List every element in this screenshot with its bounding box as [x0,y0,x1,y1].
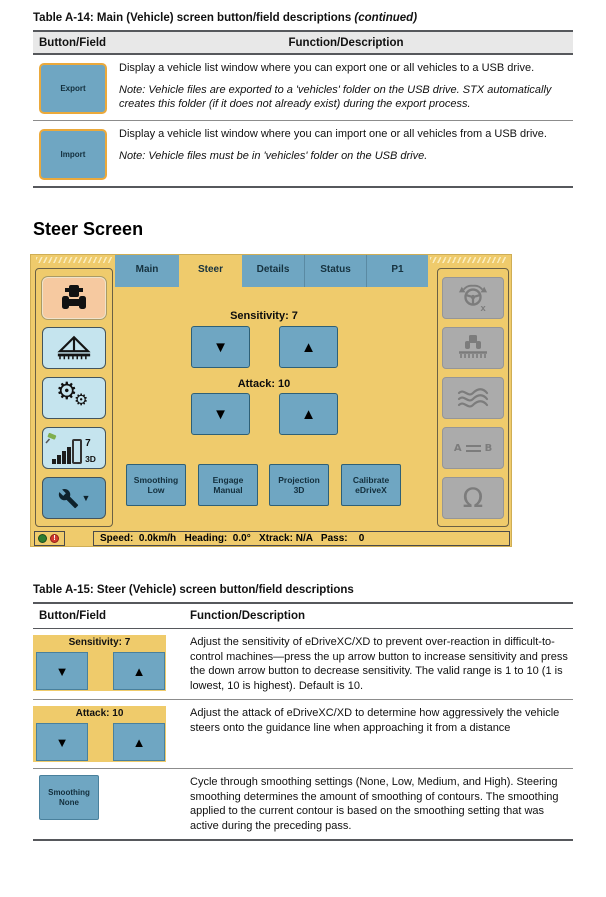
down-arrow-icon: ▼ [213,338,228,356]
steering-wheel-x-icon [454,283,492,313]
settings-button[interactable] [42,377,106,419]
sensitivity-down-button[interactable] [191,326,250,368]
tools-menu-button[interactable] [42,477,106,519]
sensitivity-widget-label: Sensitivity: 7 [68,637,131,648]
projection-button-label: Projection [278,475,320,485]
gear-icon: ⚙ [74,390,89,409]
table-a15-row1-button-cell [33,635,190,693]
tab-steer[interactable]: Steer [197,264,223,275]
hatch-pattern-left [36,257,112,263]
table-a15-header-button-field: Button/Field [39,610,107,622]
gps-fix-mode: 3D [85,453,96,464]
gps-status-button[interactable] [42,427,106,469]
contour-mode-button[interactable] [442,377,504,419]
svg-text:x: x [480,303,486,313]
table-a14-caption [33,12,573,24]
engage-button[interactable] [198,464,258,506]
smoothing-button-value: Low [147,485,165,495]
smoothing-button[interactable] [126,464,186,506]
implement-button[interactable] [42,327,106,369]
smoothing-button-label: Smoothing [133,475,179,485]
smoothing-button[interactable] [39,775,99,820]
smoothing-description: Cycle through smoothing settings (None, Low, Medium, and High). Steering smoothing determines the amount of smoothing of contours. The smoothing applied to the current contour is based on the smoothing setting that was active during the preceding pass. [190,776,559,832]
export-button[interactable] [39,63,107,114]
up-arrow-icon: ▲ [301,338,316,356]
import-button[interactable] [39,129,107,180]
down-arrow-icon: ▼ [55,734,69,750]
table-a15-row1-description-cell [190,635,573,693]
satellite-icon [44,431,57,449]
table-a15-header-row [33,602,573,629]
status-bar [93,531,510,546]
tab-main[interactable]: Main [115,255,179,287]
table-a14-header-button-field: Button/Field [39,36,107,49]
table-a15-header-function-description: Function/Description [190,610,305,622]
steering-disengage-button[interactable] [442,277,504,319]
status-indicators [34,531,65,546]
calibrate-button-label: Calibrate [352,475,390,485]
contour-waves-icon [454,385,492,411]
attack-widget-label: Attack: 10 [75,708,124,719]
table-a14-row2-button-cell [33,127,119,180]
table-row [33,769,573,841]
smoothing-button-value: None [59,797,79,807]
left-sidebar [35,268,113,527]
section-heading: Steer Screen [33,219,144,239]
sensitivity-down-button[interactable] [36,652,88,690]
export-button-label: Export [60,84,86,93]
sensitivity-up-button[interactable] [113,652,165,690]
implement-status-button[interactable] [442,327,504,369]
table-a15-row3-button-cell [33,775,190,833]
table-a14 [33,30,573,188]
implement-icon [54,334,94,362]
up-arrow-icon: ▲ [301,405,316,423]
engage-button-label: Engage [212,475,244,485]
tab-status[interactable]: Status [304,255,366,287]
gps-ok-indicator [38,534,47,543]
table-a14-caption-continued: (continued) [354,12,418,24]
import-note: Note: Vehicle files must be in 'vehicles' folder on the USB drive. [119,149,428,162]
hatch-pattern-right [430,257,506,263]
tab-details[interactable]: Details [242,255,304,287]
gps-satellite-count: 7 [85,437,91,449]
gear-icon: ⚙ [56,377,78,405]
sensitivity-widget [33,635,166,691]
table-row [33,55,573,121]
table-a14-header-row [33,30,573,55]
up-arrow-icon: ▲ [132,734,146,750]
table-row [33,700,573,769]
import-button-label: Import [60,150,86,159]
table-row [33,121,573,188]
sensitivity-up-button[interactable] [279,326,338,368]
right-sidebar [437,268,509,527]
ab-icon-b: B [484,442,493,454]
table-a14-caption-text: Table A-14: Main (Vehicle) screen button/field descriptions [33,12,355,24]
attack-label: Attack: 10 [237,378,291,390]
gps-signal-icon [52,433,96,464]
table-a15-row3-description-cell [190,775,573,833]
export-description: Display a vehicle list window where you can export one or all vehicles to a USB drive. [119,62,535,74]
vehicle-button[interactable] [42,277,106,319]
table-a14-row1-description-cell [119,61,573,114]
implement-tractor-icon [455,333,491,363]
attack-description: Adjust the attack of eDriveXC/XD to determine how aggressively the vehicle steers onto the guidance line when approaching it from a distance [190,707,560,734]
ab-icon-a: A [453,442,462,454]
attack-down-button[interactable] [191,393,250,435]
smoothing-button-label: Smoothing [48,788,90,797]
alert-indicator [50,534,59,543]
table-a14-row1-button-cell [33,61,119,114]
steer-screen-screenshot [30,254,512,547]
engage-button-value: Manual [213,485,243,495]
table-a15-row2-description-cell [190,706,573,762]
wrench-icon [58,488,79,509]
import-description: Display a vehicle list window where you can import one or all vehicles from a USB drive. [119,128,547,140]
calibrate-edrivex-button[interactable] [341,464,401,506]
status-bar-text: Speed: 0.0km/h Heading: 0.0° Xtrack: N/A Pass: 0 [100,533,365,544]
alert-mark: ! [53,535,56,542]
lightbulb-icon: Ω [462,482,484,514]
table-a15 [33,602,573,841]
table-a15-row2-button-cell [33,706,190,762]
up-arrow-icon: ▲ [132,663,146,679]
down-arrow-icon: ▼ [55,663,69,679]
attack-widget [33,706,166,762]
table-a14-header-function-description: Function/Description [288,36,404,49]
sensitivity-description: Adjust the sensitivity of eDriveXC/XD to prevent over-reaction in difficult-to-control machines—press the up arrow button to increase sensitivity and press the down arrow button to decrease sensitivity. The valid range is 1 to 10 (1 is lowest, 10 is highest). Default is 10. [190,636,568,692]
tab-p1[interactable]: P1 [366,255,428,287]
projection-button[interactable] [269,464,329,506]
table-a14-row2-description-cell [119,127,573,180]
light-button[interactable] [442,477,504,519]
tractor-icon [58,283,90,313]
calibrate-button-value: eDriveX [355,485,387,495]
export-note: Note: Vehicle files are exported to a 'vehicles' folder on the USB drive. STX automatically creates this folder (if it does not already exist) during the export process. [119,83,552,110]
gears-icon [54,377,94,415]
ab-icon-bars [466,445,481,452]
projection-button-value: 3D [293,485,305,495]
down-arrow-icon: ▼ [213,405,228,423]
ab-line-button[interactable] [442,427,504,469]
attack-up-button[interactable] [113,723,165,761]
attack-down-button[interactable] [36,723,88,761]
table-a15-caption: Table A-15: Steer (Vehicle) screen button/field descriptions [33,584,354,596]
sensitivity-label: Sensitivity: 7 [230,310,298,322]
table-row [33,629,573,700]
attack-up-button[interactable] [279,393,338,435]
chevron-down-icon: ▼ [81,493,91,503]
ab-line-icon [454,443,492,454]
